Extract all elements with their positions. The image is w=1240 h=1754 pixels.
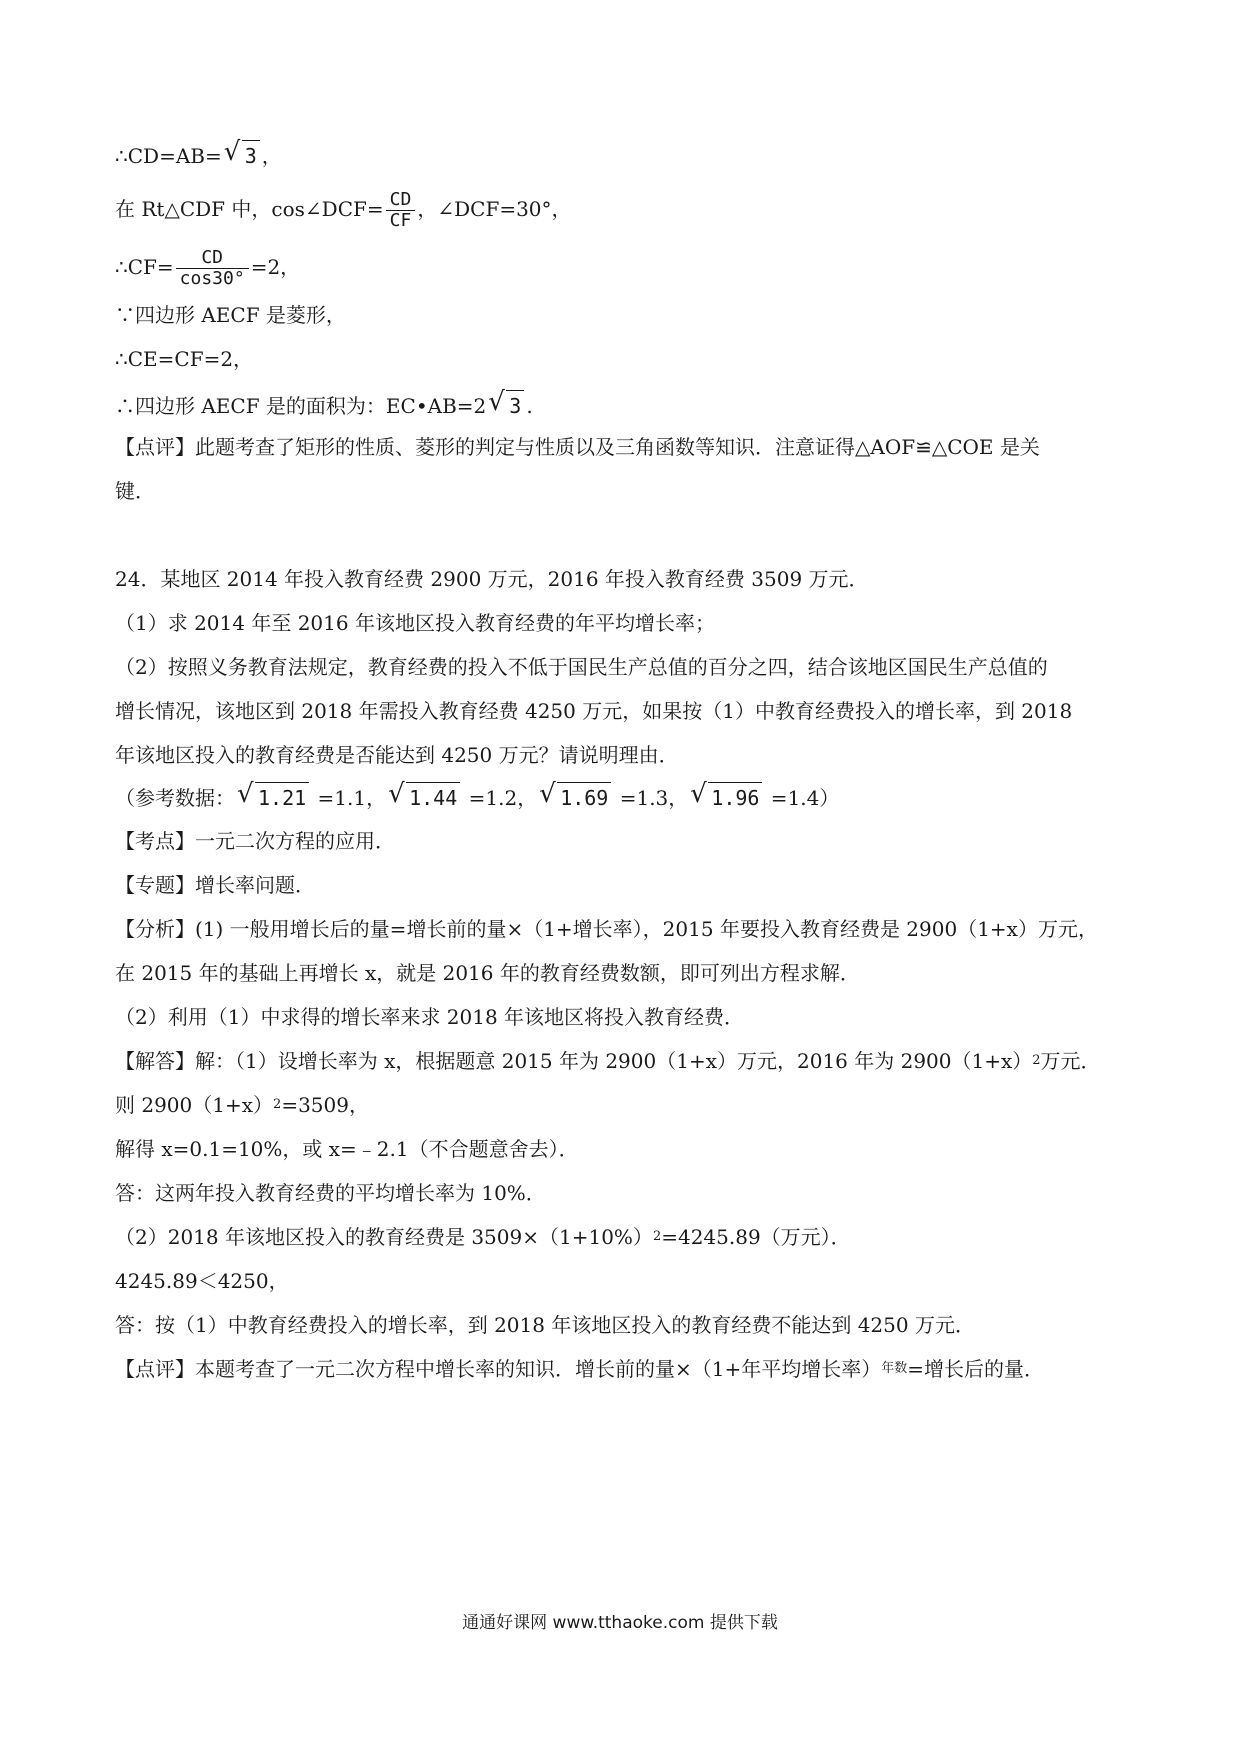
comment-line-1: 【点评】此题考查了矩形的性质、菱形的判定与性质以及三角函数等知识．注意证得△AOF≌△COE 是关 [115, 435, 1040, 459]
solution-line-5: （2）2018 年该地区投入的教育经费是 $3509\times(1+10\%)^2=4245.89$（万元）． [115, 1225, 851, 1249]
line-rhombus: ∵四边形 AECF 是菱形， [115, 303, 346, 327]
line-cos-dcf: 在 Rt△CDF 中，cos∠DCF= $\frac{CD}{CF}$ ，∠DCF=30°， [115, 189, 572, 231]
sqrt-1-69: √ 1.69 [539, 782, 611, 813]
sqrt-1-44: √ 1.44 [388, 782, 460, 813]
page-footer: 通通好课网 www.tthaoke.com 提供下载 [462, 1613, 778, 1633]
solution-line-3: 解得 x=0.1=10%，或 x=﹣2.1（不合题意舍去）． [115, 1137, 579, 1161]
question-24-part1: （1）求 2014 年至 2016 年该地区投入教育经费的年平均增长率； [115, 611, 715, 635]
solution-line-1: 【解答】解：（1）设增长率为 x，根据题意 2015 年为 2900（1+x）万元，2016 年为 $2900(1+x)^2$万元． [115, 1049, 1101, 1073]
line-area: ∴四边形 AECF 是的面积为：EC•AB=2 √ 3 . [115, 390, 533, 421]
solution-line-6: 4245.89＜4250， [115, 1269, 289, 1293]
line-cf-value: ∴CF= $\frac{CD}{\cos 30^\circ}$ =2， [115, 247, 301, 289]
sqrt-1-21: √ 1.21 [237, 782, 309, 813]
fraction-cd-cf: $\frac{CD}{CF}$ [386, 190, 416, 231]
fraction-cd-cos30: $\frac{CD}{\cos 30^\circ}$ [176, 248, 249, 289]
solution-line-7: 答：按（1）中教育经费投入的增长率，到 2018 年该地区投入的教育经费不能达到 4250 万元． [115, 1313, 975, 1337]
analysis-line-3: （2）利用（1）中求得的增长率来求 2018 年该地区将投入教育经费． [115, 1005, 745, 1029]
sqrt-3: √ 3 [224, 140, 260, 171]
question-24-part2-line2: 增长情况，该地区到 2018 年需投入教育经费 4250 万元，如果按（1）中教育经费投入的增长率，到 2018 [115, 699, 1073, 723]
knowledge-point: 【考点】一元二次方程的应用． [115, 829, 395, 853]
sqrt-1-96: √ 1.96 [690, 782, 762, 813]
solution-line-2: 则 $2900(1+x)^2=3509$， [115, 1093, 369, 1117]
comment-line-2: 键． [115, 479, 155, 503]
reference-data: （参考数据： √ 1.21 =1.1， √ 1.44 =1.2， √ 1.69 =1.3， √ 1.96 =1.4） [115, 782, 839, 813]
question-24-title: 24．某地区 2014 年投入教育经费 2900 万元，2016 年投入教育经费 3509 万元． [115, 567, 869, 591]
topic: 【专题】增长率问题． [115, 873, 315, 897]
question-24-part2-line3: 年该地区投入的教育经费是否能达到 4250 万元？请说明理由． [115, 743, 679, 767]
analysis-line-1: 【分析】(1) 一般用增长后的量=增长前的量×（1+增长率），2015 年要投入教育经费是 2900（1+x）万元， [115, 917, 1098, 941]
final-comment: 【点评】本题考查了一元二次方程中增长率的知识．增长前的量×（1+年平均增长率）$^{年数}$=增长后的量． [115, 1357, 1045, 1381]
sqrt-3-area: √ 3 [488, 390, 524, 421]
question-24-part2-line1: （2）按照义务教育法规定，教育经费的投入不低于国民生产总值的百分之四，结合该地区国民生产总值的 [115, 655, 1048, 679]
solution-line-4: 答：这两年投入教育经费的平均增长率为 10%． [115, 1181, 546, 1205]
line-cd-ab: ∴CD=AB= √ 3 ， [115, 140, 282, 171]
analysis-line-2: 在 2015 年的基础上再增长 x，就是 2016 年的教育经费数额，即可列出方程求解． [115, 961, 860, 985]
line-ce-cf: ∴CE=CF=2， [115, 347, 254, 371]
